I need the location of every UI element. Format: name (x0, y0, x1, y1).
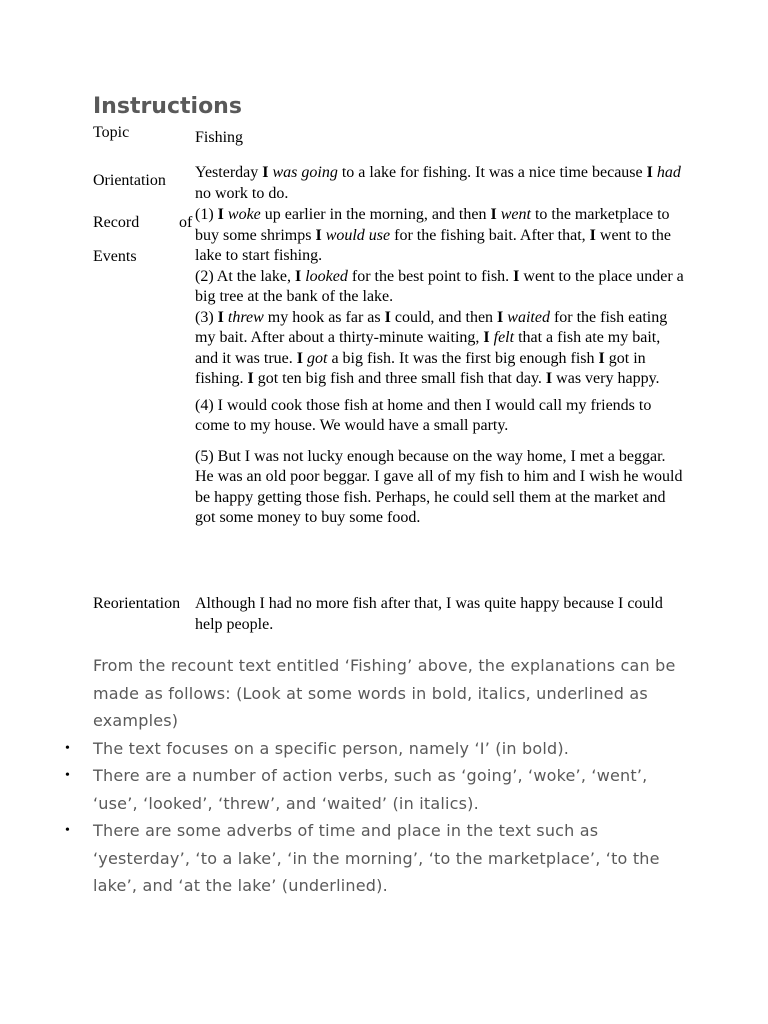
bold-word: I (217, 308, 224, 326)
event-2 (195, 267, 685, 308)
italic-word: felt (493, 329, 515, 346)
instructions-heading: Instructions (93, 94, 242, 119)
bold-word: I (646, 164, 653, 181)
bold-word: I (247, 370, 254, 387)
reorientation-text: Although I had no more fish after that, I was quite happy because I could help people. (195, 595, 663, 633)
event-1 (195, 205, 685, 267)
text-run: could, and then (390, 308, 498, 326)
text-run: no work to do. (195, 184, 289, 202)
text-run: for the fish eating my bait. After about a thirty-minute waiting, (195, 308, 668, 346)
bullet-text: There are some adverbs of time and place in the text such as ‘yesterday’, ‘to a lake’, ‘in the morning’, ‘to the marketplace’, ‘to the lake’, and ‘at the lake’ (underlined). (93, 821, 660, 895)
text-run: a big fish. It was the first big enough fish (327, 349, 599, 367)
label-of: of (179, 214, 193, 231)
bold-word: I (262, 164, 269, 181)
explanation-list (65, 735, 693, 900)
bold-word: I (315, 226, 322, 244)
italic-word: had (656, 164, 681, 181)
italic-word: looked (305, 267, 348, 285)
bold-word: I (384, 308, 391, 326)
explanation-bullet-2 (65, 762, 693, 817)
topic-value: Fishing (195, 129, 244, 146)
text-run: to the marketplace to buy some shrimps (195, 206, 670, 244)
text-run: was very happy. (552, 370, 660, 387)
bold-word: I (217, 206, 224, 223)
bold-word: I (483, 329, 490, 346)
text-run: to a lake for fishing. It was a nice time because (337, 164, 647, 181)
label-events: Events (93, 248, 137, 265)
text-run: (5) But I was not lucky enough because on the way home, I met a beggar. He was an old poor beggar. I gave all of my fish to him and I wish he would be happy getting those fish. Perhaps, he could sell them at the market and got some money to buy some food. (195, 447, 683, 526)
text-run: (1) (195, 206, 218, 223)
text-run: for the fishing bait. After that, (390, 226, 590, 244)
bold-word: I (589, 226, 596, 244)
label-record: Record (93, 214, 140, 231)
explanation-bullet-1 (65, 735, 693, 763)
label-orientation: Orientation (93, 172, 166, 189)
italic-word: went (500, 206, 531, 223)
bullet-dot-icon: • (65, 740, 71, 756)
explanation-bullet-3 (65, 817, 693, 900)
label-reorientation: Reorientation (93, 595, 181, 612)
bullet-text: The text focuses on a specific person, namely ‘I’ (in bold). (93, 738, 570, 758)
text-run: for the best point to fish. (347, 267, 514, 285)
text-run: got ten big fish and three small fish that day. (253, 370, 546, 387)
text-run: got in fishing. (195, 349, 646, 387)
event-4 (195, 396, 685, 437)
text-run: (3) (195, 308, 218, 326)
text-run: went to the place under a big tree at the bank of the lake. (195, 267, 684, 305)
event-3 (195, 308, 685, 390)
orientation-text (195, 163, 685, 204)
text-run: up earlier in the morning, and then (260, 206, 491, 223)
bullet-dot-icon: • (65, 823, 71, 838)
italic-word: waited (507, 308, 550, 326)
bullet-text: There are a number of action verbs, such as ‘going’, ‘woke’, ‘went’, ‘use’, ‘looked’, ‘threw’, and ‘waited’ (in italics). (93, 766, 648, 813)
italic-word: was going (272, 164, 338, 181)
label-topic: Topic (93, 124, 130, 141)
text-run: that a fish ate my bait, and it was true. (195, 329, 661, 367)
orientation-paragraph (195, 163, 685, 204)
italic-word: would use (325, 226, 391, 244)
italic-word: threw (227, 308, 264, 326)
italic-word: woke (227, 206, 261, 223)
bold-word: I (598, 349, 605, 367)
bold-word: I (513, 267, 520, 285)
italic-word: got (306, 349, 328, 367)
bold-word: I (497, 308, 504, 326)
bold-word: I (294, 267, 302, 285)
event-5 (195, 447, 685, 529)
bold-word: I (545, 370, 553, 387)
explanation-section (65, 652, 693, 900)
record-of-events-text (195, 205, 685, 529)
text-run: (4) I would cook those fish at home and then I would call my friends to come to my house. We would have a small party. (195, 396, 652, 434)
explanation-intro: From the recount text entitled ‘Fishing’ above, the explanations can be made as follows: (Look at some words in bold, italics, underlined as examples) (93, 656, 676, 730)
text-run: my hook as far as (263, 308, 385, 326)
text-run: went to the lake to start fishing. (195, 226, 671, 264)
bold-word: I (296, 349, 303, 367)
bold-word: I (490, 206, 497, 223)
bullet-dot-icon: • (65, 768, 71, 783)
text-run: Yesterday (195, 164, 263, 181)
text-run: (2) At the lake, (195, 267, 295, 285)
